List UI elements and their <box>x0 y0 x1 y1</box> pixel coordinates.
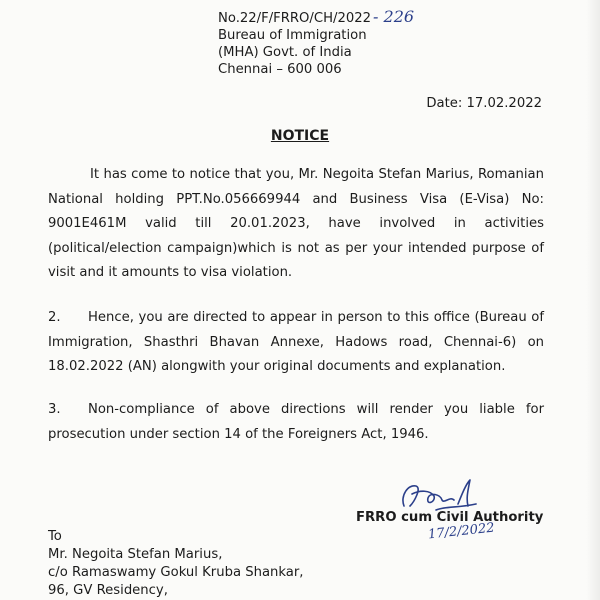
letterhead <box>218 8 414 78</box>
notice-title: NOTICE <box>270 128 330 144</box>
reference-number: No.22/F/FRRO/CH/2022 <box>218 11 372 26</box>
ministry-name: (MHA) Govt. of India <box>218 45 352 60</box>
recipient-care-of: c/o Ramaswamy Gokul Kruba Shankar, <box>48 565 304 580</box>
paragraph-2-number: 2. <box>48 310 61 325</box>
paragraph-3-number: 3. <box>48 402 61 417</box>
recipient-address-line: 96, GV Residency, <box>48 583 168 598</box>
paragraph-3 <box>48 398 544 447</box>
signature-block <box>356 476 556 546</box>
office-city: Chennai – 600 006 <box>218 62 342 77</box>
handwritten-reference: - 226 <box>373 7 415 26</box>
paragraph-1: It has come to notice that you, Mr. Negoita Stefan Marius, Romanian National holding PPT.No.056669944 and Business Visa (E-Visa) No: 9001E461M valid till 20.01.2023, have involved in activities (political/election campaign)which is not as per your intended purpose of visit and it amounts to visa violation. <box>48 167 544 280</box>
paragraph-2-text: Hence, you are directed to appear in person to this office (Bureau of Immigration, Shasthri Bhavan Annexe, Hadows road, Chennai-6) on 18.02.2022 (AN) alongwith your original documents and explanation. <box>48 310 544 374</box>
paragraph-2 <box>48 306 544 380</box>
address-to: To <box>48 529 62 544</box>
recipient-name: Mr. Negoita Stefan Marius, <box>48 547 223 562</box>
organization-name: Bureau of Immigration <box>218 28 367 43</box>
paragraph-3-text: Non-compliance of above directions will render you liable for prosecution under section 14 of the Foreigners Act, 1946. <box>48 402 544 442</box>
handwritten-date: 17/2/2022 <box>427 520 496 543</box>
authority-designation: FRRO cum Civil Authority <box>356 510 544 525</box>
notice-title-wrap <box>0 128 600 144</box>
reference-line <box>218 8 414 27</box>
notice-date: Date: 17.02.2022 <box>426 96 542 111</box>
scan-edge-shadow <box>586 0 600 600</box>
recipient-address <box>48 528 304 600</box>
